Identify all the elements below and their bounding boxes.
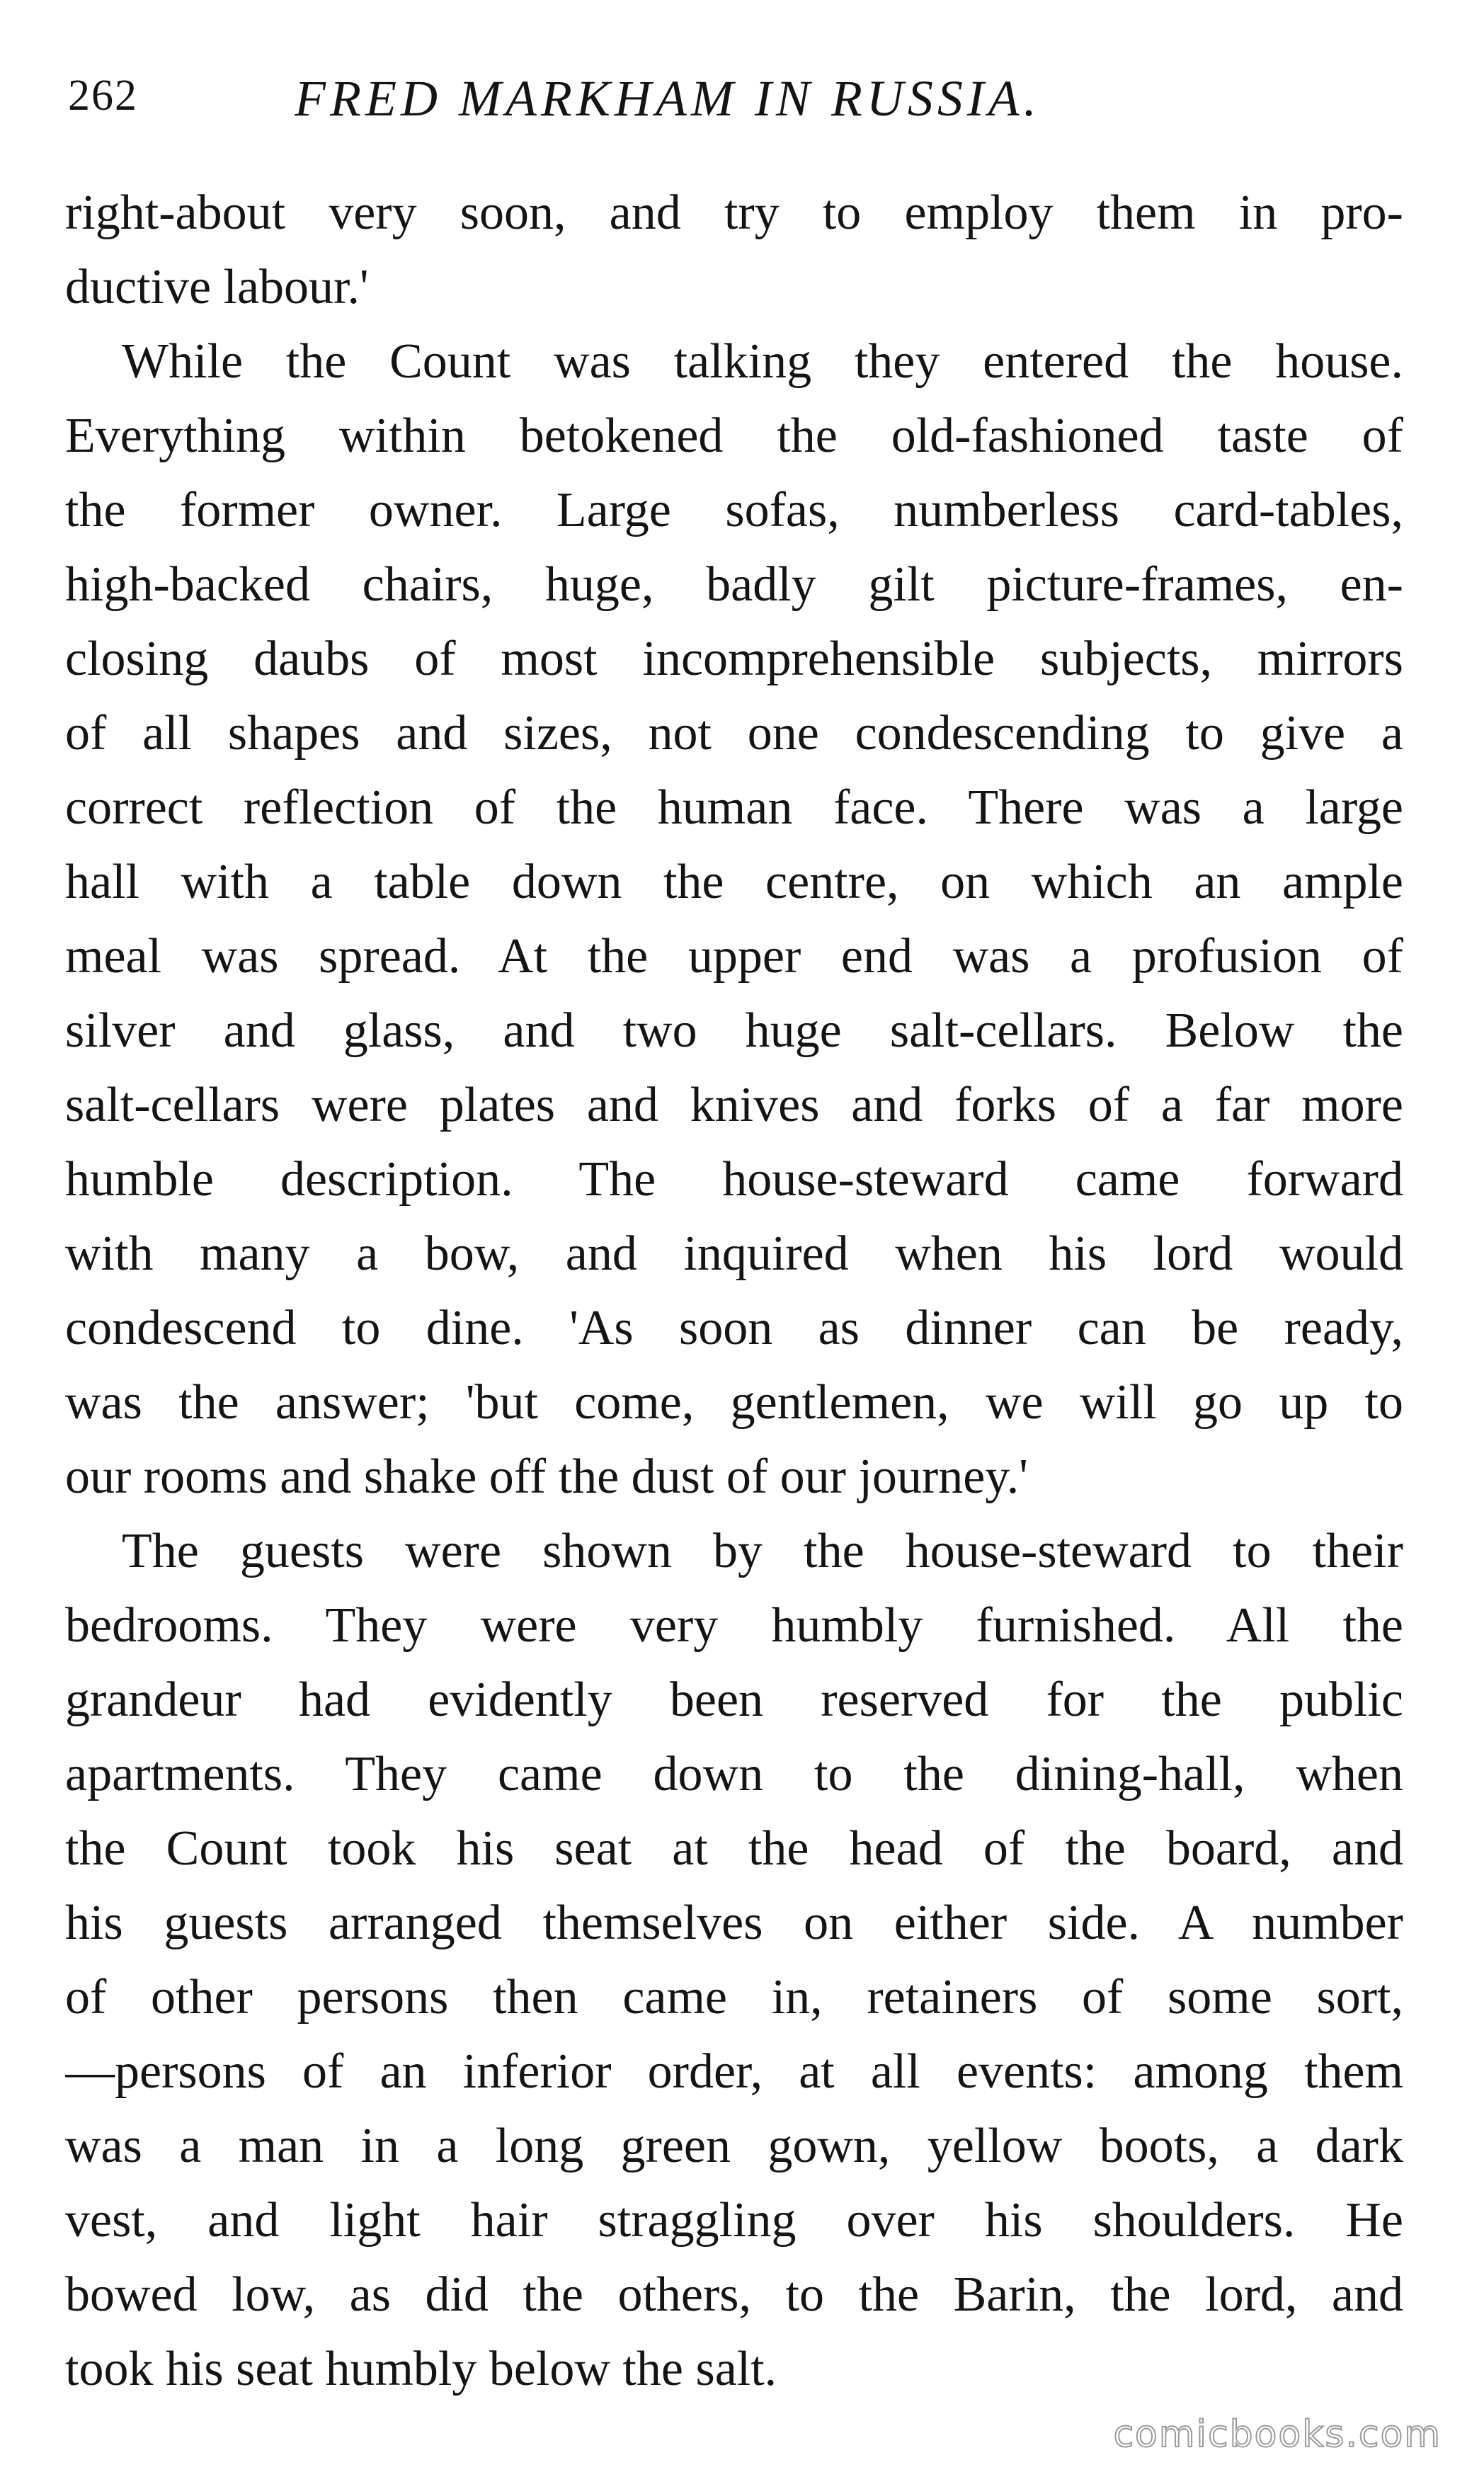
body-text	[65, 176, 1403, 2406]
running-head	[68, 71, 1399, 135]
text-line: was the answer; 'but come, gentlemen, we will go up to	[65, 1375, 1403, 1430]
text-line: took his seat humbly below the salt.	[65, 2342, 777, 2396]
text-line: bedrooms. They were very humbly furnished. All the	[65, 1598, 1403, 1653]
text-line: ductive labour.'	[65, 260, 369, 314]
text-line: vest, and light hair straggling over his shoulders. He	[65, 2193, 1403, 2248]
text-line: meal was spread. At the upper end was a profusion of	[65, 929, 1403, 984]
text-line: closing daubs of most incomprehensible subjects, mirrors	[65, 632, 1403, 686]
text-line: with many a bow, and inquired when his lord would	[65, 1226, 1403, 1281]
text-line: correct reflection of the human face. There was a large	[65, 780, 1403, 835]
text-line: salt-cellars were plates and knives and forks of a far more	[65, 1078, 1403, 1132]
text-line: apartments. They came down to the dining-hall, when	[65, 1747, 1403, 1801]
text-line: of all shapes and sizes, not one condescending to give a	[65, 706, 1403, 761]
text-line: the former owner. Large sofas, numberless card-tables,	[65, 483, 1403, 537]
text-line: While the Count was talking they entered the house.	[122, 334, 1403, 389]
text-line: his guests arranged themselves on either side. A number	[65, 1896, 1403, 1950]
running-title: FRED MARKHAM IN RUSSIA.	[295, 70, 1041, 127]
text-line: Everything within betokened the old-fashioned taste of	[65, 409, 1403, 463]
page-number: 262	[68, 72, 138, 120]
text-line: the Count took his seat at the head of the board, and	[65, 1821, 1403, 1876]
text-line: our rooms and shake off the dust of our journey.'	[65, 1450, 1028, 1504]
text-line: of other persons then came in, retainers of some sort,	[65, 1970, 1403, 2025]
text-line: The guests were shown by the house-steward to their	[122, 1524, 1403, 1578]
text-line: silver and glass, and two huge salt-cellars. Below the	[65, 1003, 1403, 1058]
text-line: bowed low, as did the others, to the Barin, the lord, and	[65, 2267, 1403, 2322]
text-line: hall with a table down the centre, on which an ample	[65, 855, 1403, 909]
text-line: —persons of an inferior order, at all events: among them	[65, 2044, 1403, 2099]
text-line: right-about very soon, and try to employ them in pro-	[65, 186, 1403, 240]
text-line: grandeur had evidently been reserved for the public	[65, 1673, 1403, 1727]
text-line: humble description. The house-steward came forward	[65, 1152, 1403, 1207]
text-line: condescend to dine. 'As soon as dinner can be ready,	[65, 1301, 1403, 1355]
text-line: high-backed chairs, huge, badly gilt picture-frames, en-	[65, 557, 1403, 612]
watermark: comicbooks.com	[1113, 2413, 1442, 2456]
text-line: was a man in a long green gown, yellow boots, a dark	[65, 2119, 1403, 2173]
